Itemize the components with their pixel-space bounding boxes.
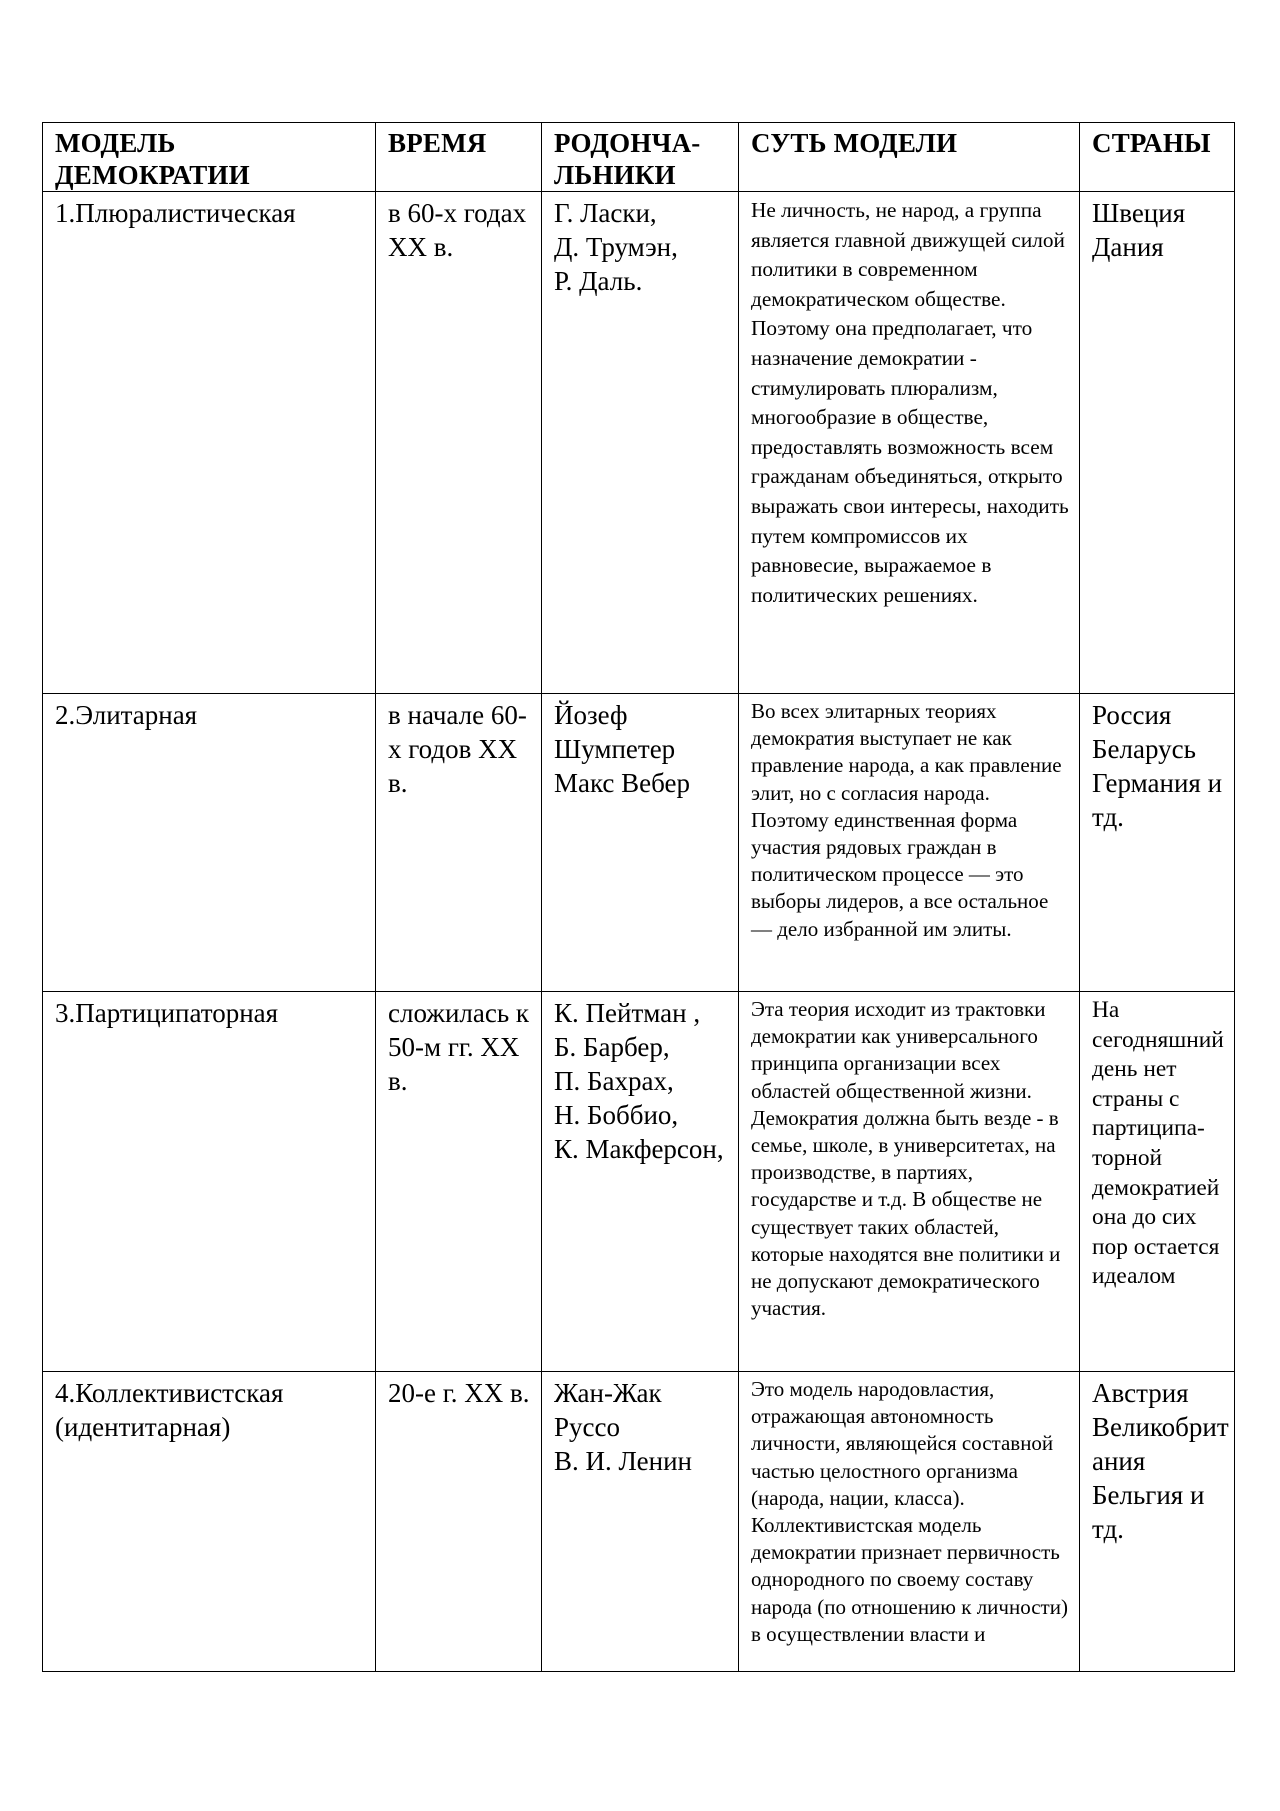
cell-time: в начале 60-х годов XX в. xyxy=(376,694,542,992)
cell-countries: Россия Беларусь Германия и тд. xyxy=(1080,694,1235,992)
cell-founders: Жан-Жак Руссо В. И. Ленин xyxy=(542,1372,739,1672)
cell-model: 3.Партиципаторная xyxy=(43,992,376,1372)
cell-model: 1.Плюралистическая xyxy=(43,192,376,694)
cell-founders: Йозеф Шумпетер Макс Вебер xyxy=(542,694,739,992)
cell-model: 2.Элитарная xyxy=(43,694,376,992)
header-countries: СТРАНЫ xyxy=(1080,123,1235,192)
cell-essence: Это модель народовластия, отражающая автономность личности, являющейся составной частью целостного организма (народа, нации, класса). Коллективистская модель демократии признает первичность однородного по своему составу народа (по отношению к личности) в осуществлении власти и xyxy=(739,1372,1080,1672)
cell-time: сложилась к 50-м гг. XX в. xyxy=(376,992,542,1372)
cell-time: в 60-х годах XX в. xyxy=(376,192,542,694)
table-row xyxy=(43,992,1235,1372)
header-founders: РОДОНЧА- ЛЬНИКИ xyxy=(542,123,739,192)
table-header-row xyxy=(43,123,1235,192)
table-row xyxy=(43,1372,1235,1672)
header-time: ВРЕМЯ xyxy=(376,123,542,192)
header-model: МОДЕЛЬ ДЕМОКРАТИИ xyxy=(43,123,376,192)
cell-founders: Г. Ласки, Д. Трумэн, Р. Даль. xyxy=(542,192,739,694)
cell-founders: К. Пейтман , Б. Барбер, П. Бахрах, Н. Боббио, К. Макферсон, xyxy=(542,992,739,1372)
header-essence: СУТЬ МОДЕЛИ xyxy=(739,123,1080,192)
table-row xyxy=(43,694,1235,992)
table-row xyxy=(43,192,1235,694)
cell-countries: Швеция Дания xyxy=(1080,192,1235,694)
cell-essence: Не личность, не народ, а группа является главной движущей силой политики в современном демократическом обществе. Поэтому она предполагает, что назначение демократии - стимулировать плюрализм, многообразие в обществе, предоставлять возможность всем гражданам объединяться, открыто выражать свои интересы, находить путем компромиссов их равновесие, выражаемое в политических решениях. xyxy=(739,192,1080,694)
cell-essence: Эта теория исходит из трактовки демократии как универсального принципа организации всех областей общественной жизни. Демократия должна быть везде - в семье, школе, в университетах, на производстве, в партиях, государстве и т.д. В обществе не существует таких областей, которые находятся вне политики и не допускают демократического участия. xyxy=(739,992,1080,1372)
cell-essence: Во всех элитарных теориях демократия выступает не как правление народа, а как правление элит, но с согласия народа. Поэтому единственная форма участия рядовых граждан в политическом процессе — это выборы лидеров, а все остальное — дело избранной им элиты. xyxy=(739,694,1080,992)
cell-countries: На сегодняшний день нет страны с партиципа-торной демократией она до сих пор остается идеалом xyxy=(1080,992,1235,1372)
democracy-models-table xyxy=(42,122,1235,1672)
cell-time: 20-е г. XX в. xyxy=(376,1372,542,1672)
cell-model: 4.Коллективистская (идентитарная) xyxy=(43,1372,376,1672)
cell-countries: Австрия Великобрит ания Бельгия и тд. xyxy=(1080,1372,1235,1672)
